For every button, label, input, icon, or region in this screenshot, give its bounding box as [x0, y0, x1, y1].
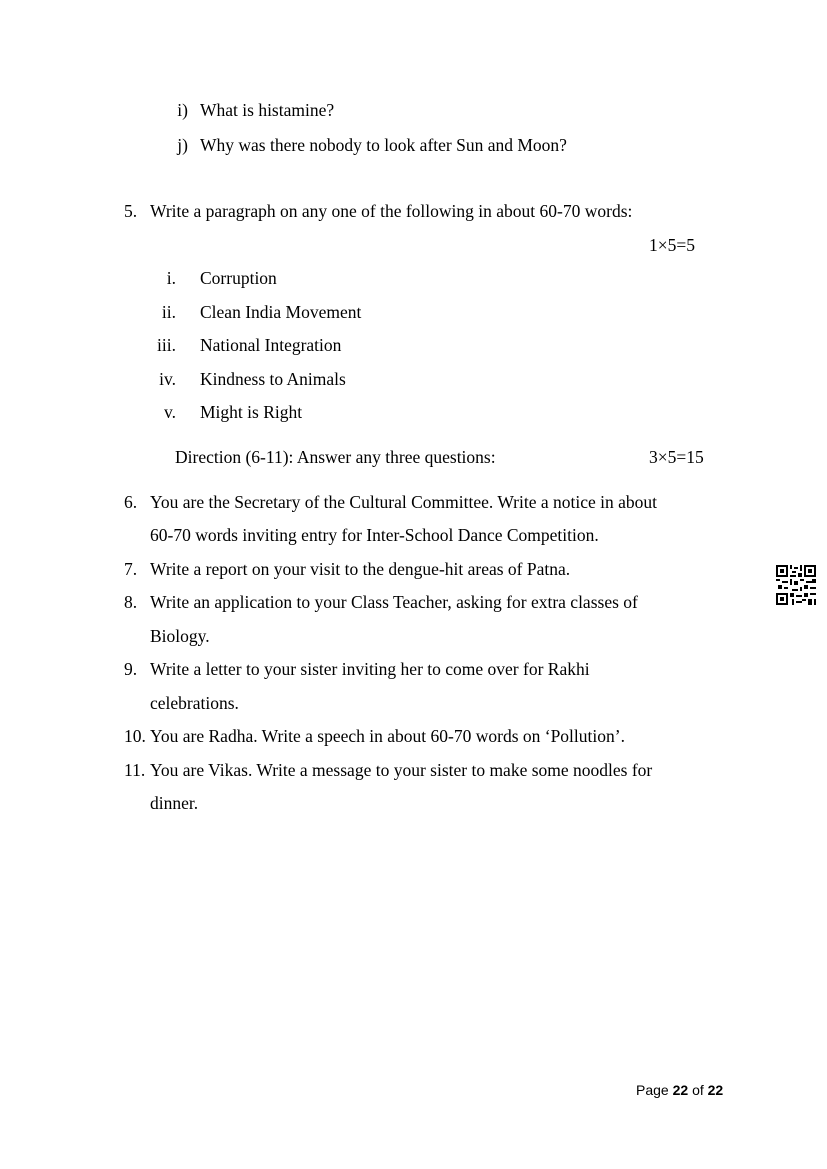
footer-page-word: Page [636, 1082, 669, 1098]
option-marker-iii: iii. [157, 335, 176, 355]
question-5-text: Write a paragraph on any one of the following in about 60-70 words: [150, 201, 633, 221]
question-8-line2: Biology. [150, 626, 210, 646]
direction-marks: 3×5=15 [649, 447, 704, 467]
footer-total-pages: 22 [707, 1082, 724, 1098]
option-text-clean-india: Clean India Movement [200, 302, 362, 322]
direction-text: Direction (6-11): Answer any three questions: [175, 447, 496, 467]
question-8-line1: Write an application to your Class Teacher, asking for extra classes of [150, 592, 638, 612]
question-9-line1: Write a letter to your sister inviting her to come over for Rakhi [150, 659, 590, 679]
question-11-line1: You are Vikas. Write a message to your sister to make some noodles for [150, 760, 653, 780]
question-7-number: 7. [124, 559, 138, 579]
option-marker-i: i. [166, 268, 176, 288]
question-10-line1: You are Radha. Write a speech in about 60-70 words on ‘Pollution’. [150, 726, 625, 746]
qr-code-icon [776, 565, 816, 605]
option-marker-ii: ii. [161, 302, 176, 322]
option-text-national-integration: National Integration [200, 335, 342, 355]
option-marker-v: v. [164, 402, 176, 422]
question-5-number: 5. [124, 201, 138, 221]
question-9-line2: celebrations. [150, 693, 239, 713]
question-11-line2: dinner. [150, 793, 199, 813]
question-10-number: 10. [124, 726, 146, 746]
sub-question-text-i: What is histamine? [200, 100, 335, 120]
footer-current-page: 22 [672, 1082, 689, 1098]
page-footer [636, 1082, 723, 1098]
sub-question-marker-j: j) [177, 135, 188, 155]
question-11-number: 11. [124, 760, 146, 780]
question-7-line1: Write a report on your visit to the dengue-hit areas of Patna. [150, 559, 571, 579]
sub-question-text-j: Why was there nobody to look after Sun and Moon? [200, 135, 567, 155]
question-5-marks: 1×5=5 [649, 235, 695, 255]
option-text-kindness: Kindness to Animals [200, 369, 346, 389]
question-9-number: 9. [124, 659, 138, 679]
option-marker-iv: iv. [159, 369, 176, 389]
footer-of-word: of [692, 1082, 704, 1098]
question-8-number: 8. [124, 592, 138, 612]
question-6-line1: You are the Secretary of the Cultural Committee. Write a notice in about [150, 492, 657, 512]
question-6-line2: 60-70 words inviting entry for Inter-School Dance Competition. [150, 525, 599, 545]
question-6-number: 6. [124, 492, 138, 512]
sub-question-marker-i: i) [177, 100, 188, 120]
option-text-corruption: Corruption [200, 268, 277, 288]
option-text-might-is-right: Might is Right [200, 402, 303, 422]
